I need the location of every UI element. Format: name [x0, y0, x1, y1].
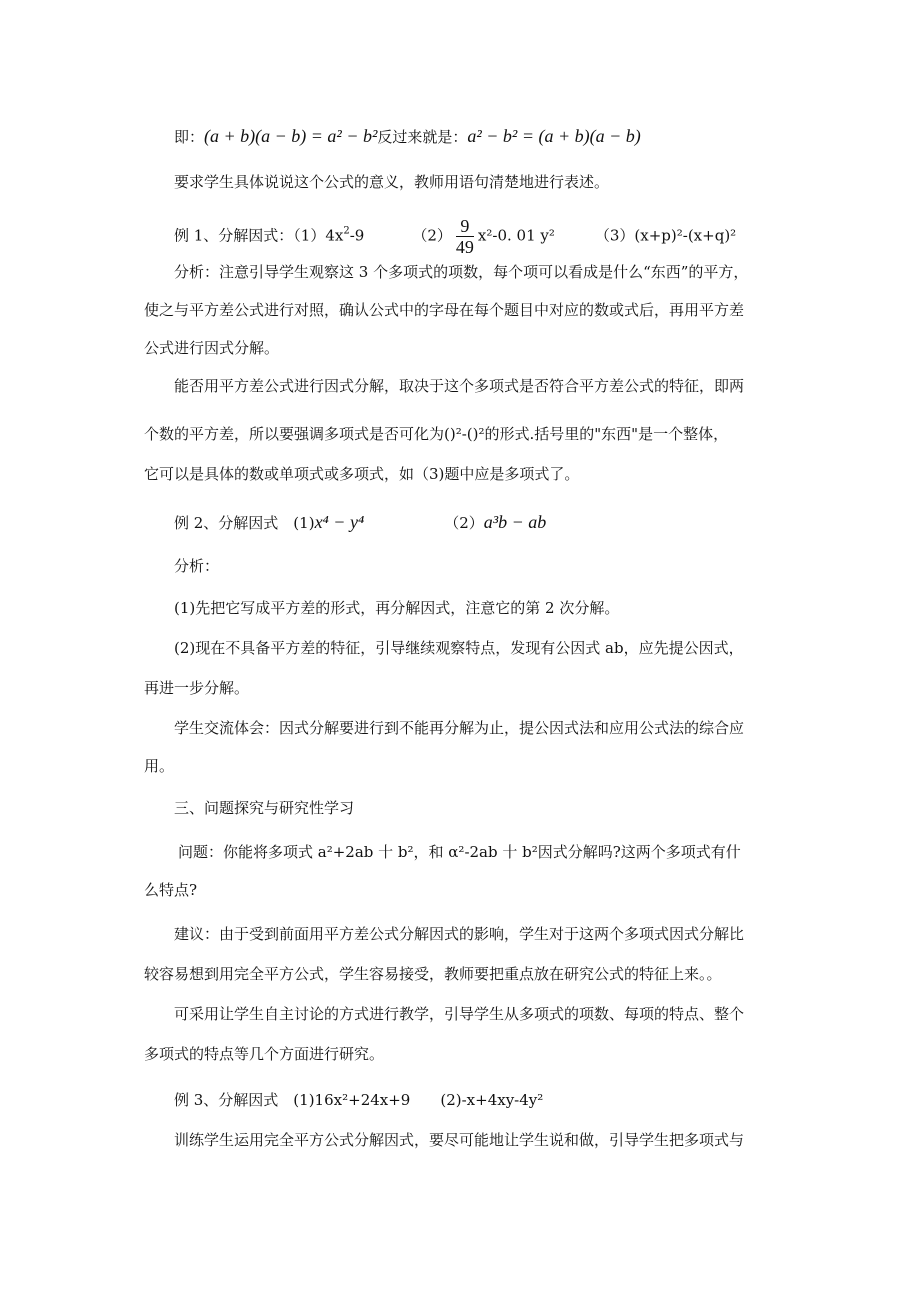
suggestion-line-b: 较容易想到用完全平方公式，学生容易接受，教师要把重点放在研究公式的特征上来。。: [144, 965, 722, 983]
example-1-part1-tail: -9: [349, 226, 365, 245]
example-2-label: 例 2、分解因式 (1): [174, 514, 315, 532]
example-2-part2: a³b − ab: [483, 512, 547, 532]
example-2-part2-label: （2）: [444, 514, 484, 532]
section-3-heading: 三、问题探究与研究性学习: [174, 799, 355, 817]
analysis-2-item-2b: 再进一步分解。: [144, 679, 250, 697]
paragraph-criteria-b: 个数的平方差，所以要强调多项式是否可化为()²-()²的形式.括号里的"东西"是一个整体，: [144, 425, 729, 443]
example-3-line: 例 3、分解因式 (1)16x²+24x+9 (2)-x+4xy-4y²: [174, 1091, 544, 1109]
method-line-b: 多项式的特点等几个方面进行研究。: [144, 1045, 385, 1063]
analysis-2-item-1: (1)先把它写成平方差的形式，再分解因式，注意它的第 2 次分解。: [174, 599, 620, 617]
example-1-label: 例 1、分解因式：（1）4x: [174, 226, 344, 245]
difference-of-squares-formula: (a + b)(a − b) = a² − b²: [204, 126, 378, 146]
suggestion-line-a: 建议：由于受到前面用平方差公式分解因式的影响，学生对于这两个多项式因式分解比: [174, 925, 745, 943]
paragraph-criteria-c: 它可以是具体的数或单项式或多项式，如（3)题中应是多项式了。: [144, 465, 580, 483]
training-line: 训练学生运用完全平方公式分解因式，要尽可能地让学生说和做，引导学生把多项式与: [174, 1131, 745, 1149]
reverse-formula: a² − b² = (a + b)(a − b): [467, 126, 641, 146]
paragraph-formula-meaning: 要求学生具体说说这个公式的意义，教师用语句清楚地进行表述。: [174, 173, 610, 191]
analysis-1-line-b: 使之与平方差公式进行对照，确认公式中的字母在每个题目中对应的数或式后，再用平方差: [144, 301, 745, 319]
example-1-part2-tail: x²-0. 01 y²: [477, 226, 555, 245]
example-1-line: 例 1、分解因式：$(1)4x^2-9$ （2） $\frac{9}{49}$ x²-0. 01 y² （3）(x+p)²-(x+q)²: [174, 216, 737, 257]
paragraph-criteria-a: 能否用平方差公式进行因式分解，取决于这个多项式是否符合平方差公式的特征，即两: [174, 377, 745, 395]
example-2-line: [174, 512, 546, 533]
analysis-2-heading: 分析：: [174, 557, 220, 575]
example-1-part2-label: （2）: [412, 226, 452, 245]
example-2-part1: x⁴ − y⁴: [314, 512, 365, 532]
formula-line: [174, 126, 641, 147]
example-1-part3: （3）(x+p)²-(x+q)²: [594, 226, 737, 245]
fraction-9-49: $\frac{9}{49}$: [455, 216, 474, 257]
analysis-1-line-a: 分析：注意引导学生观察这 3 个多项式的项数，每个项可以看成是什么“东西”的平方，: [174, 263, 749, 281]
method-line-a: 可采用让学生自主讨论的方式进行教学，引导学生从多项式的项数、每项的特点、整个: [174, 1005, 745, 1023]
formula-prefix: 即：: [174, 128, 205, 146]
analysis-2-item-2a: (2)现在不具备平方差的特征，引导继续观察特点，发现有公因式 ab，应先提公因式，: [174, 639, 744, 657]
question-line-a: 问题：你能将多项式 a²+2ab 十 b²，和 α²-2ab 十 b²因式分解吗?这两个多项式有什: [178, 843, 741, 861]
analysis-1-line-c: 公式进行因式分解。: [144, 339, 280, 357]
formula-mid-text: 反过来就是：: [377, 128, 468, 146]
experience-line-a: 学生交流体会：因式分解要进行到不能再分解为止，提公因式法和应用公式法的综合应: [174, 719, 745, 737]
question-line-b: 么特点?: [144, 881, 198, 899]
experience-line-b: 用。: [144, 757, 175, 775]
